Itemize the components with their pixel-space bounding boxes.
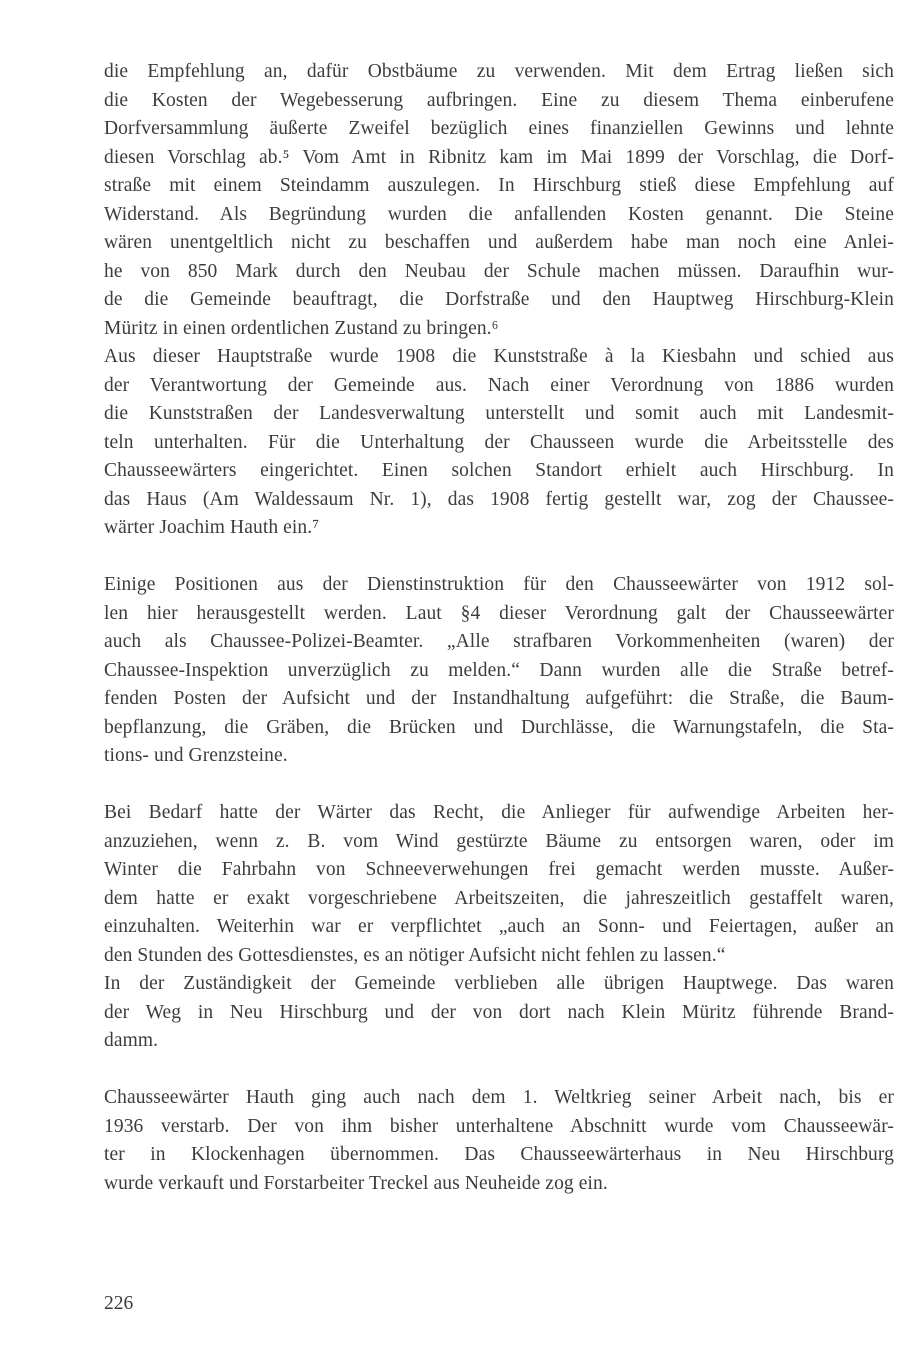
text-line: die Kunststraßen der Landesverwaltung unterstellt und somit auch mit Landesmit- — [104, 403, 894, 424]
text-line: Chaussee-Inspektion unverzüglich zu melden.“ Dann wurden alle die Straße betref- — [104, 659, 894, 681]
paragraph-5 — [104, 970, 894, 1056]
text-line: Müritz in einen ordentlichen Zustand zu bringen.⁶ — [104, 317, 499, 339]
paragraph-1 — [104, 58, 894, 343]
text-line: anzuziehen, wenn z. B. vom Wind gestürzte Bäume zu entsorgen waren, oder im — [104, 830, 894, 852]
text-line: wärter Joachim Hauth ein.⁷ — [104, 517, 320, 538]
text-line: wurde verkauft und Forstarbeiter Treckel aus Neuheide zog ein. — [104, 1172, 608, 1194]
text-line: tions- und Grenzsteine. — [104, 745, 288, 766]
text-line: In der Zuständigkeit der Gemeinde verblieben alle übrigen Hauptwege. Das waren — [104, 973, 894, 994]
page-number: 226 — [104, 1293, 134, 1314]
text-line: len hier herausgestellt werden. Laut §4 dieser Verordnung galt der Chausseewärter — [104, 602, 894, 624]
text-line: fenden Posten der Aufsicht und der Instandhaltung aufgeführt: die Straße, die Baum- — [104, 688, 894, 709]
paragraph-6 — [104, 1084, 894, 1198]
text-line: auch als Chaussee-Polizei-Beamter. „Alle strafbaren Vorkommenheiten (waren) der — [104, 631, 894, 652]
paragraph-4 — [104, 799, 894, 970]
text-line: wären unentgeltlich nicht zu beschaffen und außerdem habe man noch eine Anlei- — [104, 232, 894, 253]
text-line: einzuhalten. Weiterhin war er verpflichtet „auch an Sonn- und Feiertagen, außer an — [104, 916, 894, 937]
text-line: teln unterhalten. Für die Unterhaltung der Chausseen wurde die Arbeitsstelle des — [104, 431, 894, 453]
paragraph-gap — [104, 543, 894, 572]
text-line: ter in Klockenhagen übernommen. Das Chausseewärterhaus in Neu Hirschburg — [104, 1144, 894, 1165]
paragraph-2 — [104, 343, 894, 543]
text-line: Dorfversammlung äußerte Zweifel bezüglich eines finanziellen Gewinns und lehnte — [104, 118, 894, 139]
text-line: der Verantwortung der Gemeinde aus. Nach einer Verordnung von 1886 wurden — [104, 374, 894, 396]
text-line: der Weg in Neu Hirschburg und der von dort nach Klein Müritz führende Brand- — [104, 1001, 894, 1023]
text-line: Chausseewärter Hauth ging auch nach dem 1. Weltkrieg seiner Arbeit nach, bis er — [104, 1087, 894, 1108]
text-line: dem hatte er exakt vorgeschriebene Arbeitszeiten, die jahreszeitlich gestaffelt waren, — [104, 887, 894, 909]
text-line: den Stunden des Gottesdienstes, es an nötiger Aufsicht nicht fehlen zu lassen.“ — [104, 944, 726, 966]
text-line: das Haus (Am Waldessaum Nr. 1), das 1908 fertig gestellt war, zog der Chaussee- — [104, 488, 894, 510]
page-body — [104, 58, 894, 1198]
paragraph-gap — [104, 771, 894, 800]
text-line: he von 850 Mark durch den Neubau der Schule machen müssen. Daraufhin wur- — [104, 260, 894, 282]
paragraph-3 — [104, 571, 894, 771]
text-line: diesen Vorschlag ab.⁵ Vom Amt in Ribnitz kam im Mai 1899 der Vorschlag, die Dorf- — [104, 146, 894, 168]
text-line: Bei Bedarf hatte der Wärter das Recht, die Anlieger für aufwendige Arbeiten her- — [104, 802, 894, 823]
text-line: straße mit einem Steindamm auszulegen. In Hirschburg stieß diese Empfehlung auf — [104, 175, 894, 196]
text-line: 1936 verstarb. Der von ihm bisher unterhaltene Abschnitt wurde vom Chausseewär- — [104, 1115, 894, 1137]
text-line: de die Gemeinde beauftragt, die Dorfstraße und den Hauptweg Hirschburg-Klein — [104, 289, 894, 310]
text-line: damm. — [104, 1030, 159, 1051]
text-line: die Kosten der Wegebesserung aufbringen. Eine zu diesem Thema einberufene — [104, 89, 894, 111]
text-line: Widerstand. Als Begründung wurden die anfallenden Kosten genannt. Die Steine — [104, 203, 894, 225]
text-line: Aus dieser Hauptstraße wurde 1908 die Kunststraße à la Kiesbahn und schied aus — [104, 346, 894, 367]
text-line: bepflanzung, die Gräben, die Brücken und Durchlässe, die Warnungstafeln, die Sta- — [104, 716, 894, 738]
text-line: Chausseewärters eingerichtet. Einen solchen Standort erhielt auch Hirschburg. In — [104, 460, 894, 481]
text-line: Winter die Fahrbahn von Schneeverwehungen frei gemacht werden musste. Außer- — [104, 859, 894, 880]
text-line: die Empfehlung an, dafür Obstbäume zu verwenden. Mit dem Ertrag ließen sich — [104, 61, 894, 82]
text-line: Einige Positionen aus der Dienstinstruktion für den Chausseewärter von 1912 sol- — [104, 574, 894, 595]
paragraph-gap — [104, 1056, 894, 1085]
